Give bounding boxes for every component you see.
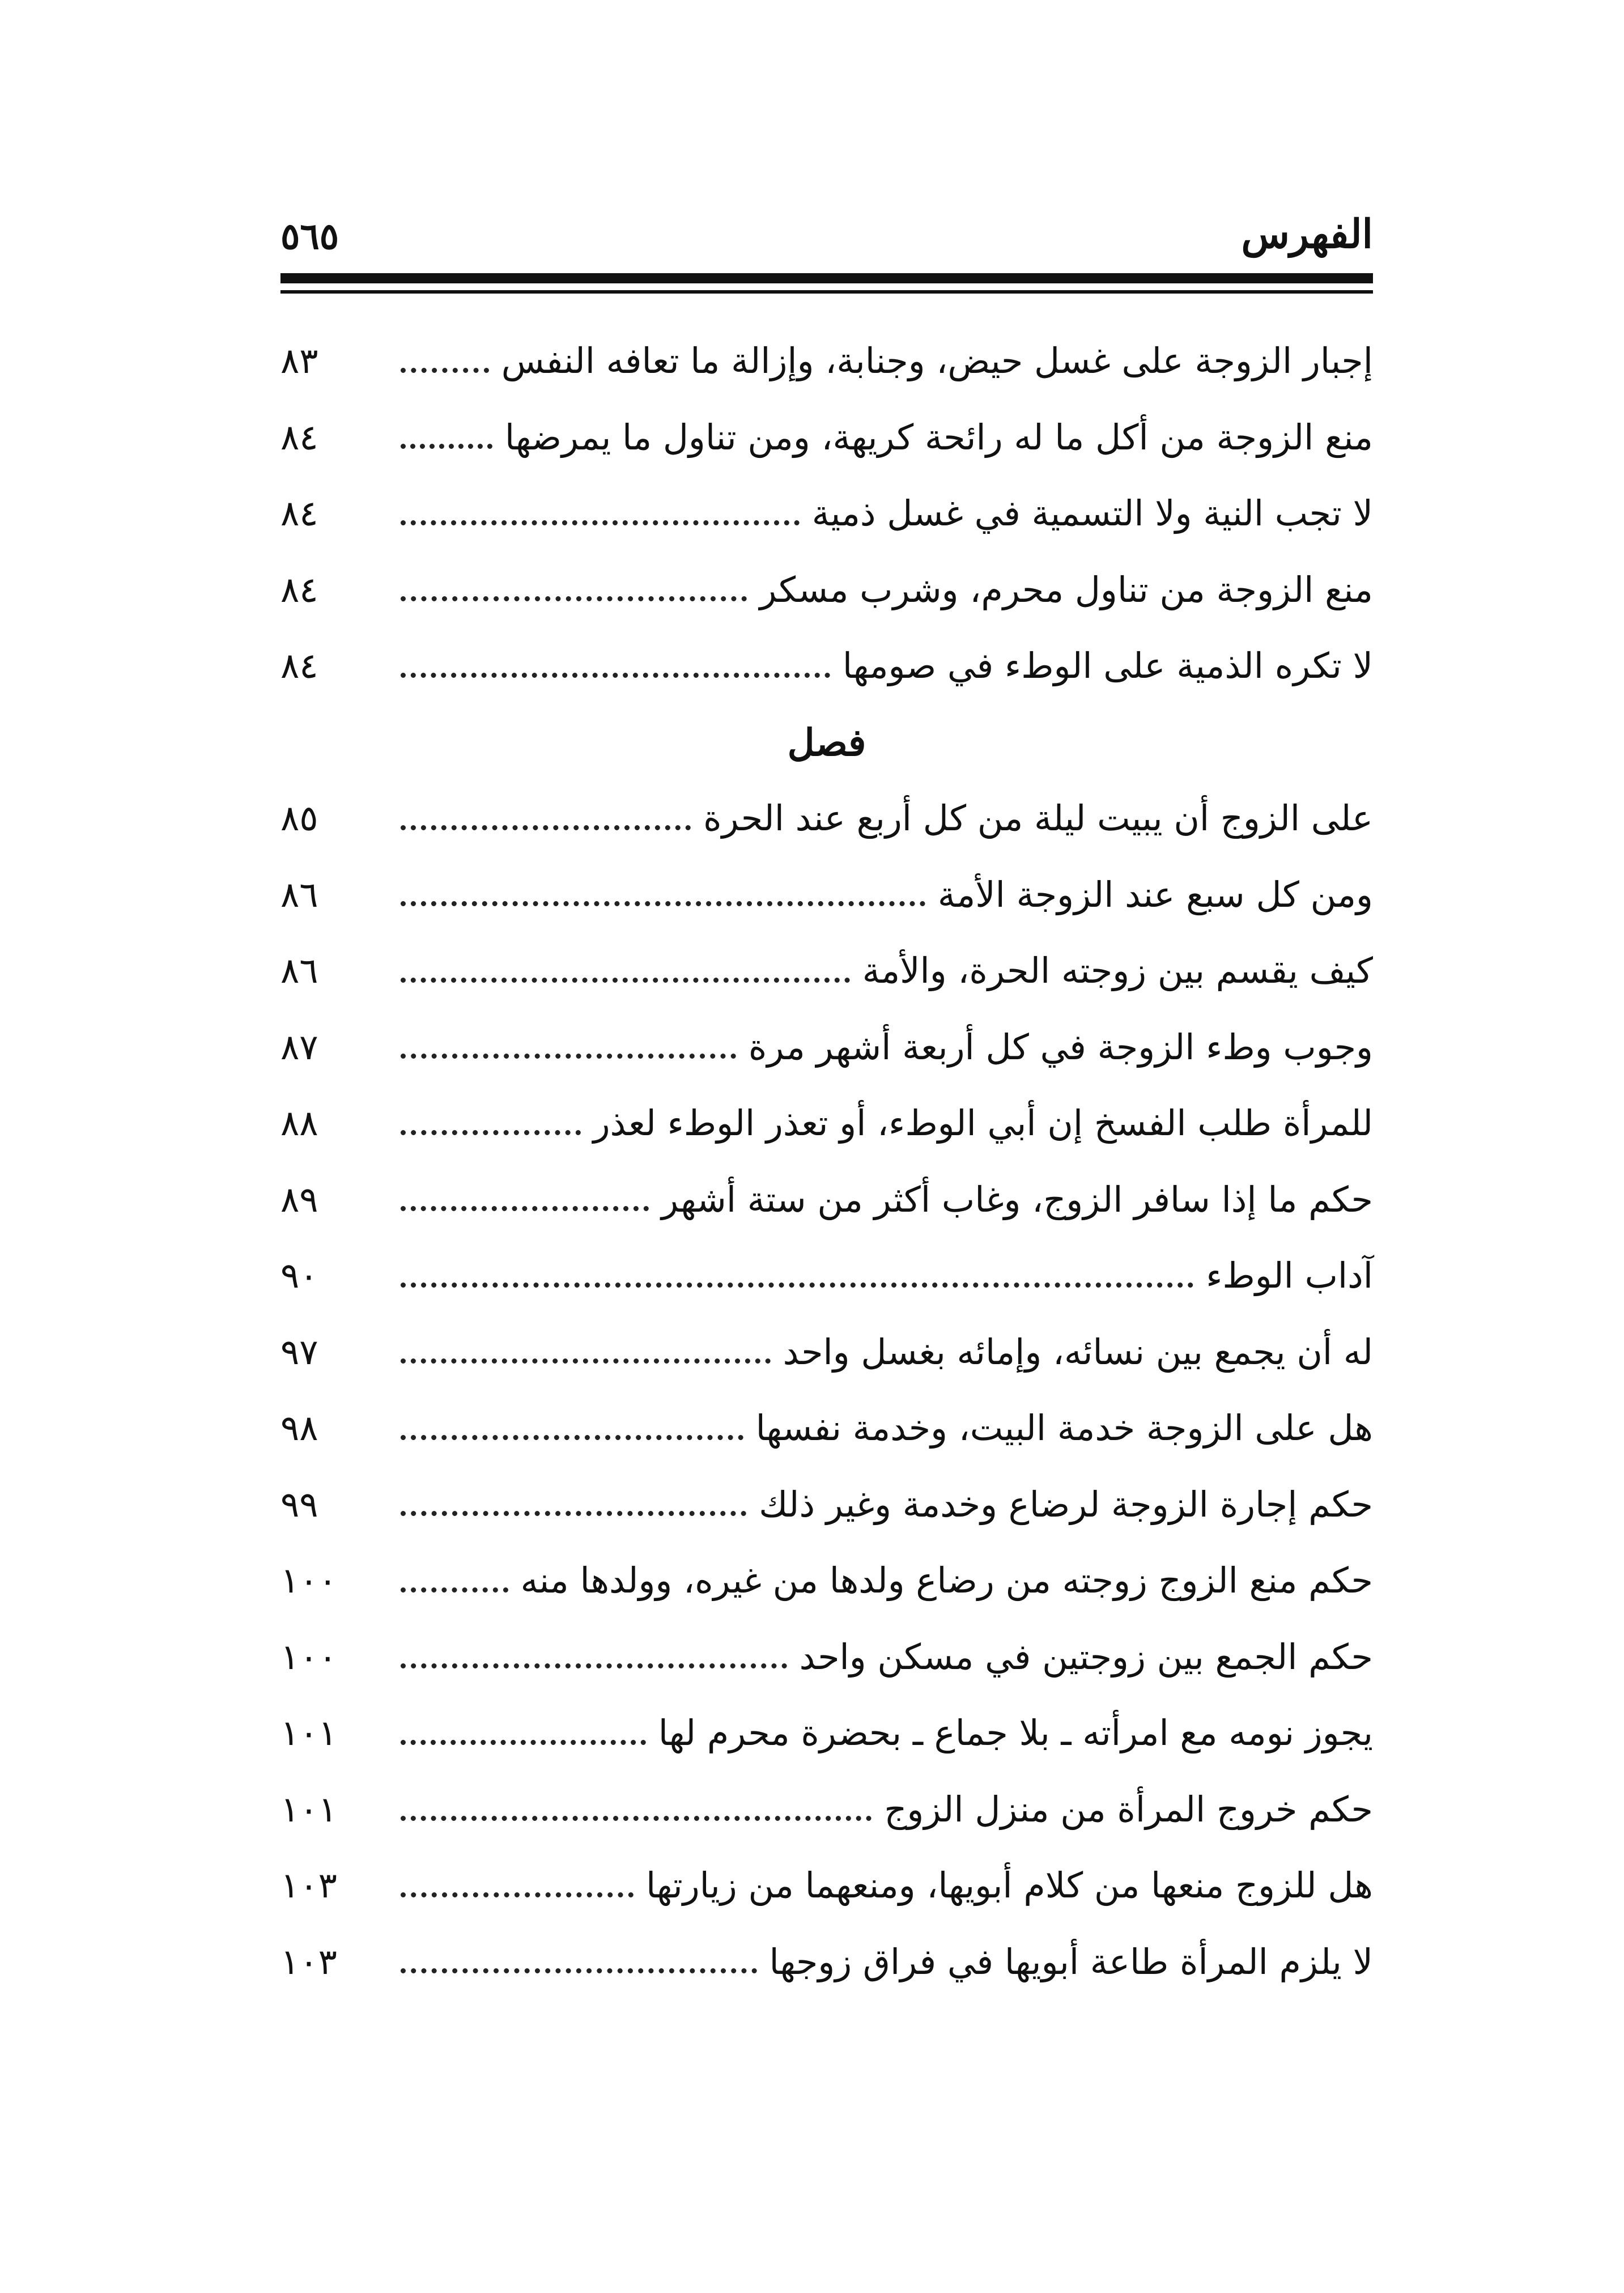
dot-leader (401, 1663, 787, 1668)
entry-title: للمرأة طلب الفسخ إن أبي الوطء، أو تعذر الوطء لعذر (593, 1102, 1373, 1144)
entry-title: يجوز نومه مع امرأته ـ بلا جماع ـ بحضرة محرم لها (658, 1712, 1373, 1754)
dot-leader (401, 1892, 634, 1897)
entry-title: منع الزوجة من أكل ما له رائحة كريهة، ومن تناول ما يمرضها (504, 416, 1373, 458)
index-entry (280, 1543, 1373, 1619)
dot-leader (401, 1358, 771, 1364)
dot-leader (401, 1511, 746, 1516)
header-rule-thick (280, 273, 1373, 283)
dot-leader (401, 520, 800, 525)
entry-page: ٨٧ (280, 1026, 318, 1068)
entry-title: وجوب وطء الزوجة في كل أربعة أشهر مرة (748, 1026, 1373, 1068)
index-entry (280, 1695, 1373, 1772)
dot-leader (401, 825, 691, 830)
entry-page: ١٠٣ (280, 1865, 337, 1906)
entry-page: ١٠٠ (280, 1636, 337, 1678)
entry-page: ١٠١ (280, 1788, 337, 1830)
index-entry (280, 628, 1373, 704)
index-entry (280, 780, 1373, 857)
index-entry (280, 933, 1373, 1009)
entry-title: حكم خروج المرأة من منزل الزوج (884, 1788, 1373, 1830)
entry-title: هل على الزوجة خدمة البيت، وخدمة نفسها (755, 1407, 1373, 1449)
index-entry (280, 857, 1373, 933)
entry-title: حكم إجارة الزوجة لرضاع وخدمة وغير ذلك (759, 1483, 1373, 1525)
dot-leader (401, 978, 850, 983)
entry-title: كيف يقسم بين زوجته الحرة، والأمة (862, 950, 1373, 992)
entry-page: ٨٨ (280, 1102, 318, 1144)
entry-page: ٨٤ (280, 645, 318, 687)
dot-leader (401, 1283, 1193, 1288)
index-entry (280, 1619, 1373, 1696)
dot-leader (401, 1054, 736, 1059)
entry-title: آداب الوطء (1206, 1255, 1373, 1297)
entry-title: هل للزوج منعها من كلام أبويها، ومنعهما من زيارتها (646, 1865, 1373, 1906)
index-entry (280, 1772, 1373, 1848)
entry-title: لا تجب النية ولا التسمية في غسل ذمية (811, 492, 1373, 534)
running-title: الفهرس (1241, 210, 1373, 257)
index-list (280, 323, 1373, 2000)
index-entry (280, 475, 1373, 552)
index-entry (280, 1162, 1373, 1238)
dot-leader (401, 596, 747, 601)
dot-leader (401, 1130, 581, 1135)
entry-page: ١٠٠ (280, 1560, 337, 1602)
entry-title: لا تكره الذمية على الوطء في صومها (842, 645, 1373, 687)
entry-page: ٨٦ (280, 873, 318, 915)
entry-title: حكم منع الزوج زوجته من رضاع ولدها من غيره، وولدها منه (520, 1560, 1373, 1602)
dot-leader (401, 1816, 871, 1821)
index-entry (280, 1314, 1373, 1391)
entry-page: ٨٦ (280, 950, 318, 992)
index-entry (280, 1924, 1373, 2001)
index-entry (280, 400, 1373, 476)
entry-page: ١٠١ (280, 1712, 337, 1754)
entry-page: ٨٤ (280, 492, 318, 534)
entry-page: ٨٤ (280, 416, 318, 458)
index-entry (280, 1085, 1373, 1162)
entry-title: له أن يجمع بين نسائه، وإمائه بغسل واحد (783, 1331, 1373, 1373)
entry-page: ٨٩ (280, 1178, 318, 1220)
index-entry (280, 1848, 1373, 1924)
dot-leader (401, 1206, 649, 1211)
dot-leader (401, 444, 492, 449)
header-rule-thin (280, 290, 1373, 294)
entry-page: ١٠٣ (280, 1940, 337, 1982)
index-entry (280, 552, 1373, 629)
entry-title: منع الزوجة من تناول محرم، وشرب مسكر (759, 568, 1373, 610)
entry-page: ٩٨ (280, 1407, 318, 1449)
entry-page: ٨٥ (280, 797, 318, 839)
page-header (280, 204, 1373, 272)
index-entry (280, 1390, 1373, 1467)
entry-title: على الزوج أن يبيت ليلة من كل أربع عند الحرة (703, 797, 1373, 839)
dot-leader (401, 1740, 646, 1745)
dot-leader (401, 1435, 743, 1440)
entry-page: ٩٩ (280, 1483, 318, 1525)
dot-leader (401, 1968, 757, 1973)
index-entry (280, 1238, 1373, 1314)
entry-page: ٨٣ (280, 340, 318, 382)
entry-page: ٩٧ (280, 1331, 318, 1373)
entry-page: ٩٠ (280, 1255, 318, 1297)
dot-leader (401, 673, 830, 678)
index-entry (280, 1467, 1373, 1543)
dot-leader (401, 368, 489, 373)
entry-title: لا يلزم المرأة طاعة أبويها في فراق زوجها (769, 1940, 1373, 1982)
entry-title: حكم الجمع بين زوجتين في مسكن واحد (799, 1636, 1373, 1678)
dot-leader (401, 901, 925, 906)
page-number: ٥٦٥ (280, 215, 339, 258)
entry-page: ٨٤ (280, 568, 318, 610)
index-entry (280, 1009, 1373, 1086)
entry-title: حكم ما إذا سافر الزوج، وغاب أكثر من ستة أشهر (661, 1178, 1373, 1220)
index-entry (280, 323, 1373, 400)
entry-title: ومن كل سبع عند الزوجة الأمة (937, 873, 1373, 915)
section-heading: فصل (787, 720, 866, 765)
dot-leader (401, 1587, 508, 1593)
entry-title: إجبار الزوجة على غسل حيض، وجنابة، وإزالة ما تعافه النفس (501, 340, 1373, 382)
